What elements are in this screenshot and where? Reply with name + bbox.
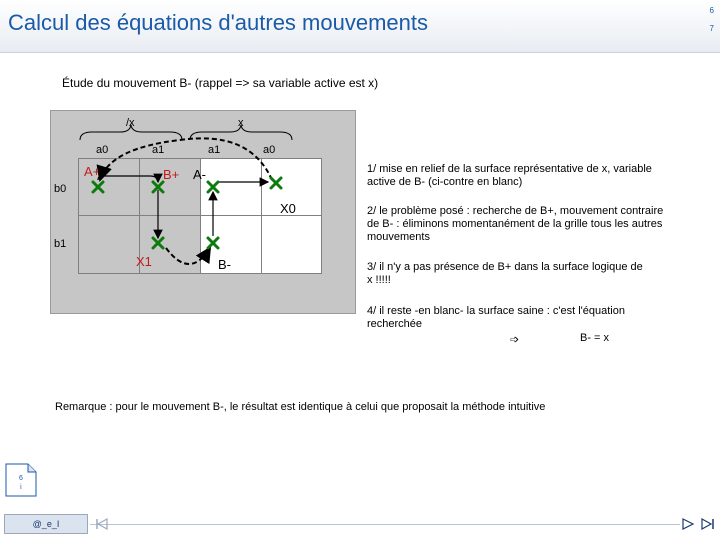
col-label-2: a1 [152,144,165,156]
last-page-icon[interactable] [700,516,716,532]
marker-label-x0: X0 [280,201,296,216]
marker-label-b-plus: B+ [163,167,180,182]
marker-label-a-minus: A- [193,167,206,182]
page-icon-label: 6 i [19,475,23,491]
first-page-icon[interactable] [94,516,110,532]
remark-text: Remarque : pour le mouvement B-, le résultat est identique à celui que proposait la méthode intuitive [55,401,546,413]
col-group-label-x: x [238,117,244,129]
row-label-b0: b0 [54,183,67,195]
col-group-label-not-x: /x [126,117,135,129]
header-bar [0,0,720,53]
marker-label-x1: X1 [136,254,152,269]
marker-label-b-minus: B- [218,257,231,272]
col-label-3: a1 [208,144,221,156]
result-arrow-icon: ➩ [510,334,520,346]
cell-b1-a0-x [261,215,322,274]
note-1: 1/ mise en relief de la surface représentative de x, variable active de B- (ci-contre en blanc) [367,163,652,188]
result-equation: B- = x [580,332,610,344]
cell-b1-a0 [78,215,140,274]
footer-line [90,524,680,525]
marker-label-a-plus: A+ [84,164,101,179]
cell-b1-a1-x [200,215,262,274]
home-button[interactable]: @_e_I [4,514,88,534]
col-label-4: a0 [263,144,276,156]
note-4: 4/ il reste -en blanc- la surface saine : c'est l'équation recherchée [367,305,625,330]
note-3: 3/ il n'y a pas présence de B+ dans la surface logique de x !!!!! [367,261,643,286]
next-page-icon[interactable] [680,516,696,532]
page-number-top: 6 [709,6,714,15]
note-2: 2/ le problème posé : recherche de B+, mouvement contraire de B- : éliminons momentanément de la grille tous les autres mouvements [367,205,664,243]
cell-b0-a1-x [200,158,262,216]
col-label-1: a0 [96,144,109,156]
page-number-bottom: 7 [709,24,714,33]
page-title: Calcul des équations d'autres mouvements [8,10,428,35]
row-label-b1: b1 [54,238,67,250]
section-subtitle: Étude du mouvement B- (rappel => sa variable active est x) [62,76,379,90]
